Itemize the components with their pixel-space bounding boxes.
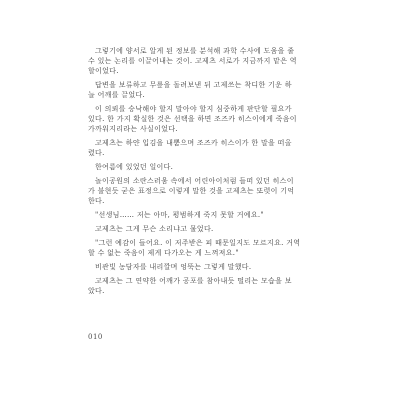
page-number: 010 <box>88 333 103 341</box>
text-line: 비관빛 농담자를 내리깔며 엉뚝는 그렇게 말했다. <box>95 263 252 271</box>
text-line: 가 불현듯 굳은 표정으로 이렇게 말한 것을 고제츠는 또렷이 기억 <box>88 187 295 195</box>
paragraph-2 <box>88 80 328 100</box>
dialogue-line: "그런 예감이 들어요. 이 저주받은 피 때문일지도 모르지요. 거역 <box>95 239 301 247</box>
text-line: 답변을 보류하고 무릎을 돌려보낸 뒤 고제쓰는 착디한 기운 하 <box>95 81 292 89</box>
text-line: 할이었다. <box>88 67 119 75</box>
body-text <box>88 46 328 296</box>
text-line: 고제츠는 그게 무슨 소리냐고 물었다. <box>95 225 214 233</box>
paragraph-8 <box>88 224 328 234</box>
text-line: 그렇기에 양서로 알게 된 정보를 분석해 과학 수사에 도움을 줄 <box>95 47 295 55</box>
text-line: 고제츠는 하얀 입김을 내뿜으며 조즈카 히스이가 한 말을 떠올 <box>95 139 292 147</box>
paragraph-1 <box>88 46 328 76</box>
text-line: 수 있는 논리를 이끌어내는 것이. 고제츠 서로가 지금까지 맡은 역 <box>88 57 297 65</box>
text-line: 고제츠는 그 연약한 어깨가 공포를 참아내듯 떨리는 모습을 보 <box>95 277 292 285</box>
text-line: 있다. 한 가지 확실한 것은 선택을 하면 조즈카 히스이에게 죽음이 <box>88 115 297 123</box>
text-line: 한다. <box>88 197 105 205</box>
paragraph-10 <box>88 262 328 272</box>
paragraph-4 <box>88 138 328 158</box>
text-line: 놀이공원의 소란스러움 속에서 어린아이처럼 들떠 있던 히스이 <box>95 177 294 185</box>
dialogue-line: "선생님…… 저는 아마, 평범하게 죽지 못할 거예요." <box>95 211 264 219</box>
text-line: 렸다. <box>88 149 105 157</box>
paragraph-9 <box>88 238 328 258</box>
dialogue-line: 할 수 없는 죽음이 제게 다가오는 게 느껴져요." <box>88 249 239 257</box>
paragraph-5 <box>88 162 328 172</box>
paragraph-7 <box>88 210 328 220</box>
text-line: 늘 어깨를 끌었다. <box>88 91 146 99</box>
text-line: 았다. <box>88 287 105 295</box>
paragraph-11 <box>88 276 328 296</box>
text-line: 한여름에 있었던 일이다. <box>95 163 174 171</box>
paragraph-3 <box>88 104 328 134</box>
text-line: 이 의뢰를 승낙해야 할지 말아야 할지 심중하게 판단할 필요가 <box>95 105 292 113</box>
paragraph-6 <box>88 176 328 206</box>
text-line: 가까워지리라는 사실이었다. <box>88 125 178 133</box>
